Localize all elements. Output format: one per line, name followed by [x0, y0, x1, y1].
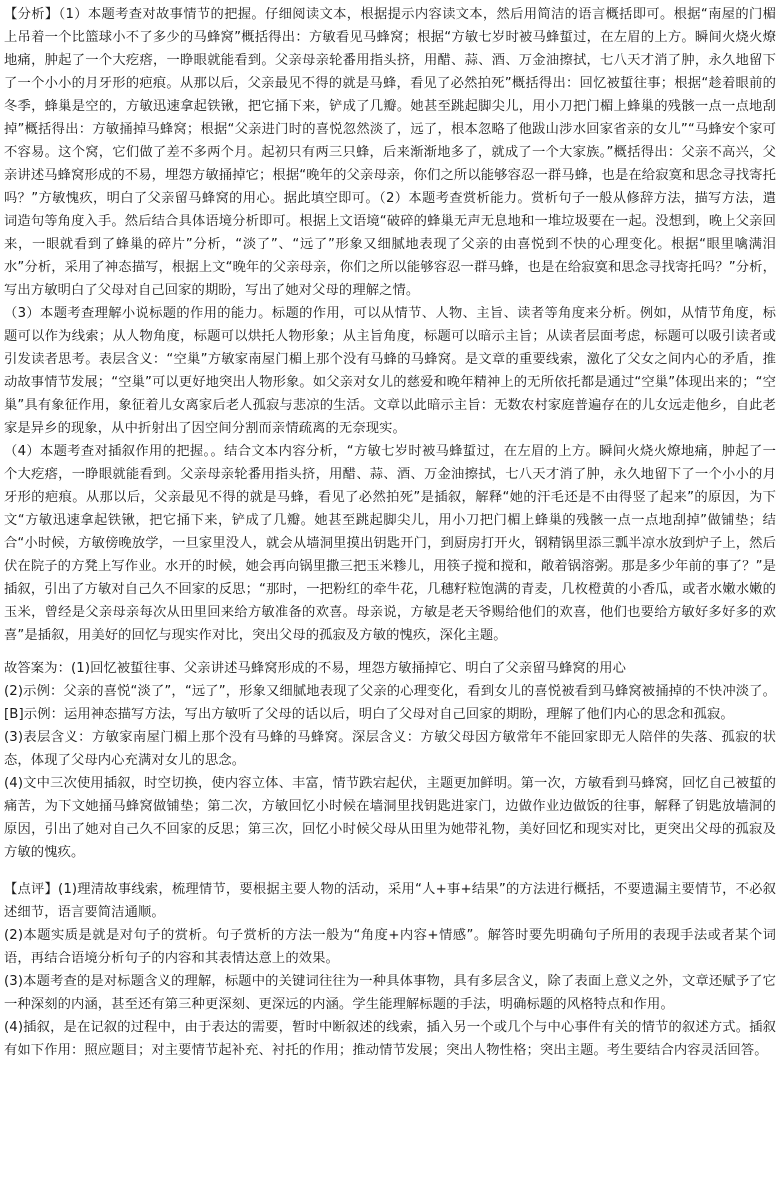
comment-paragraph-3: (3)本题考查的是对标题含义的理解，标题中的关键词往往为一种具体事物，具有多层含义，除了表面上意义之外，文章还赋予了它一种深刻的内涵，甚至还有第三种更深刻、更深远的内涵。学生能理解标题的手法，明确标题的风格特点和作用。: [4, 974, 776, 1012]
comment-paragraph-2: (2)本题实质是就是对句子的赏析。句子赏析的方法一般为“角度+内容+情感”。解答时要先明确句子所用的表现手法或者某个词语，再结合语境分析句子的内容和其表情达意上的效果。: [4, 928, 776, 966]
comment-paragraph-4: (4)插叙，是在记叙的过程中，由于表达的需要，暂时中断叙述的线索，插入另一个或几个与中心事件有关的情节的叙述方式。插叙有如下作用：照应题目；对主要情节起补充、衬托的作用；推动情节发展；突出人物性格；突出主题。考生要结合内容灵活回答。: [4, 1020, 776, 1058]
comment-text-1: (1)理清故事线索，梳理情节，要根据主要人物的活动，采用“人+事+结果”的方法进行概括，不要遗漏主要情节，不必叙述细节，语言要简洁通顺。: [4, 882, 776, 920]
comment-paragraph-1: [4, 878, 776, 924]
answer-4: (4)文中三次使用插叙，时空切换，使内容立体、丰富，情节跌宕起伏，主题更加鲜明。第一次，方敏看到马蜂窝，回忆自己被蜇的痛苦，为下文她捅马蜂窝做铺垫；第二次，方敏回忆小时候在墙洞里找钥匙进家门，边做作业边做饭的往事，解释了钥匙放墙洞的原因，引出了她对自己久不回家的反思；第三次，回忆小时候父母从田里为她带礼物，美好回忆和现实对比，更突出父母的孤寂及方敏的愧疚。: [4, 776, 776, 860]
analysis-text-1: （1）本题考查对故事情节的把握。仔细阅读文本，根据提示内容读文本，然后用简洁的语言概括即可。根据“南屋的门楣上吊着一个比篮球小不了多少的马蜂窝”概括得出：方敏看见马蜂窝；根据“方敏七岁时被马蜂蜇过，在左眉的上方。瞬间火烧火燎地痛，肿起了一个大疙瘩，一睁眼就能看到。父亲母亲轮番用指头挤，用醋、蒜、酒、万金油擦拭，七八天才消了肿，永久地留下了一个小小的月牙形的疤痕。从那以后，父亲最见不得的就是马蜂，看见了必然拍死”概括得出：回忆被蜇往事；根据“趁着眼前的冬季，蜂巢是空的，方敏迅速拿起铁锹，把它捅下来，铲成了几瓣。她甚至跳起脚尖儿，用小刀把门楣上蜂巢的残骸一点一点地刮掉”概括得出：方敏捅掉马蜂窝；根据“父亲进门时的喜悦忽然淡了，远了，根本忽略了他跋山涉水回家省亲的女儿”“马蜂安个家可不容易。这个窝，它们做了差不多两个月。起初只有两三只蜂，后来渐渐地多了，就成了一个大家族。”概括得出：父亲不高兴，父亲讲述马蜂窝形成的不易，埋怨方敏捅掉它；根据“晚年的父亲母亲，你们之所以能够容忍一群马蜂，也是在给寂寞和思念寻找寄托吗？”方敏愧疚，明白了父亲留马蜂窝的用心。据此填空即可。（2）本题考查赏析能力。赏析句子一般从修辞方法，描写方法，遣词造句等角度入手。然后结合具体语境分析即可。根据上文语境“破碎的蜂巢无声无息地和一堆垃圾要在一起。没想到，晚上父亲回来，一眼就看到了蜂巢的碎片”分析，“淡了”、“远了”形象又细腻地表现了父亲的由喜悦到不快的心理变化。根据“眼里噙满泪水”分析，采用了神态描写，根据上文“晚年的父亲母亲，你们之所以能够容忍一群马蜂，也是在给寂寞和思念寻找寄托吗？”分析，写出方敏明白了父母对自己回家的期盼，写出了她对父母的理解之情。: [4, 7, 776, 298]
answer-3: (3)表层含义：方敏家南屋门楣上那个没有马蜂的马蜂窝。深层含义：方敏父母因方敏常年不能回家即无人陪伴的失落、孤寂的状态，体现了父母内心充满对女儿的思念。: [4, 730, 776, 768]
comment-section: [4, 878, 776, 1062]
analysis-section: [4, 3, 776, 647]
comment-label: 【点评】: [4, 882, 59, 897]
answer-2: (2)示例：父亲的喜悦“淡了”，“远了”，形象又细腻地表现了父亲的心理变化，看到女儿的喜悦被看到马蜂窝被捅掉的不快冲淡了。[B]示例：运用神态描写方法，写出方敏听了父母的话以后，明白了父母对自己回家的期盼，理解了他们内心的思念和孤寂。: [4, 684, 776, 722]
analysis-paragraph-1: [4, 3, 776, 302]
analysis-paragraph-3: （3）本题考查理解小说标题的作用的能力。标题的作用，可以从情节、人物、主旨、读者等角度来分析。例如，从情节角度，标题可以作为线索；从人物角度，标题可以烘托人物形象；从主旨角度，标题可以暗示主旨；从读者层面考虑，标题可以吸引读者或引发读者思考。表层含义：“空巢”方敏家南屋门楣上那个没有马蜂的马蜂窝。是文章的重要线索，激化了父女之间内心的矛盾，推动故事情节发展；“空巢”可以更好地突出人物形象。如父亲对女儿的慈爱和晚年精神上的无所依托都是通过“空巢”体现出来的；“空巢”具有象征作用，象征着儿女离家后老人孤寂与悲凉的生活。文章以此暗示主旨：无数农村家庭普遍存在的儿女远走他乡，自此老家是异乡的现象，从中折射出了因空间分割而亲情疏离的无奈现实。: [4, 306, 776, 436]
answer-1: 故答案为：(1)回忆被蜇往事、父亲讲述马蜂窝形成的不易，埋怨方敏捅掉它、明白了父亲留马蜂窝的用心: [4, 661, 626, 676]
analysis-label: 【分析】: [4, 7, 59, 22]
answers-section: [4, 657, 776, 864]
analysis-paragraph-4: （4）本题考查对插叙作用的把握。。结合文本内容分析，“方敏七岁时被马蜂蜇过，在左眉的上方。瞬间火烧火燎地痛，肿起了一个大疙瘩，一睁眼就能看到。父亲母亲轮番用指头挤，用醋、蒜、酒、万金油擦拭，七八天才消了肿，永久地留下了一个小小的月牙形的疤痕。从那以后，父亲最见不得的就是马蜂，看见了必然拍死”是插叙，解释“她的汗毛还是不由得竖了起来”的原因，为下文“方敏迅速拿起铁锹，把它捅下来，铲成了几瓣。她甚至跳起脚尖儿，用小刀把门楣上蜂巢的残骸一点一点地刮掉”做铺垫；结合“小时候，方敏傍晚放学，一旦家里没人，就会从墙洞里摸出钥匙开门，到厨房打开火，钢精锅里添三瓢半凉水放到炉子上，然后伏在院子的方凳上写作业。水开的时候，她会再向锅里撒三把玉米糁儿，用筷子搅和搅和，敞着锅溶粥。那是多少年前的事了？”是插叙，引出了方敏对自己久不回家的反思；“那时，一把粉红的牵牛花，几穗籽粒饱满的青麦，几枚橙黄的小香瓜，或者水嫩水嫩的玉米，曾经是父亲母亲每次从田里回来给方敏准备的欢喜。母亲说，方敏是老天爷赐给他们的欢喜，他们也要给方敏好多好多的欢喜”是插叙，用美好的回忆与现实作对比，突出父母的孤寂及方敏的愧疚，深化主题。: [4, 444, 776, 643]
